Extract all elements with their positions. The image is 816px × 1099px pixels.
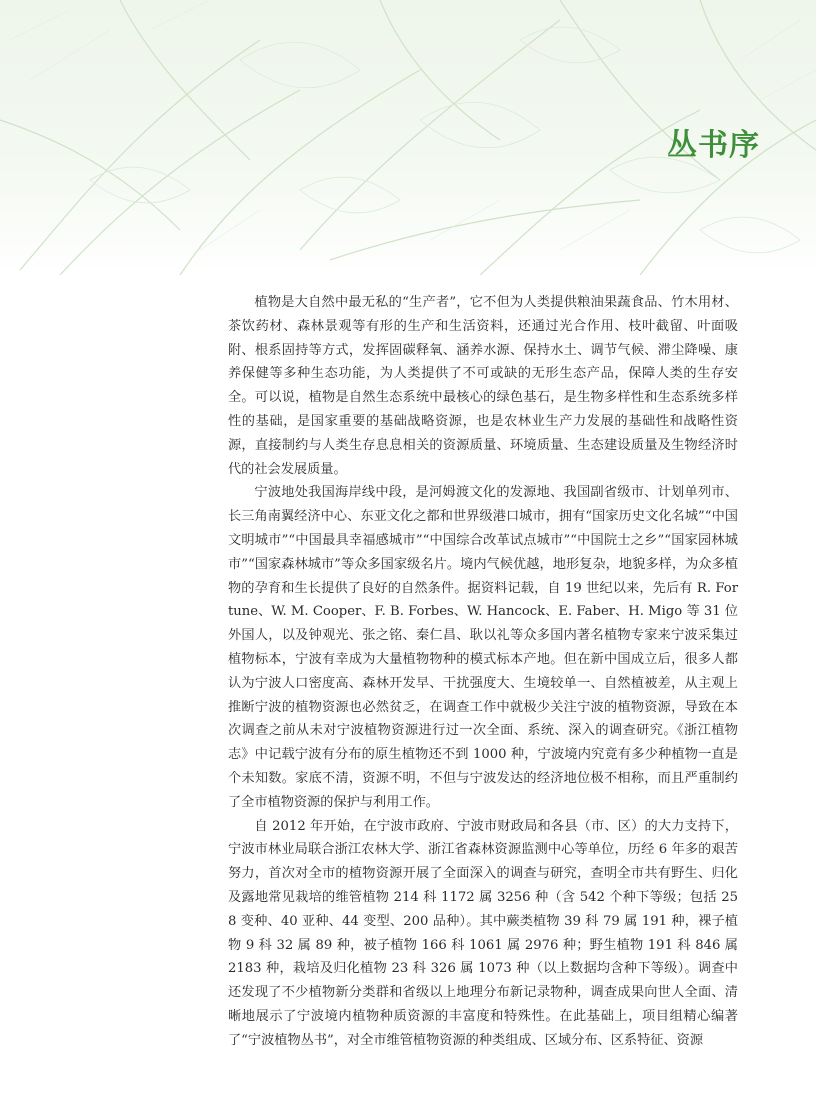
paragraph-3: 自 2012 年开始，在宁波市政府、宁波市财政局和各县（市、区）的大力支持下，宁波市林业局联合浙江农林大学、浙江省森林资源监测中心等单位，历经 6 年多的艰苦努力，首次对全市的植物资源开展了全面深入的调查与研究，查明全市共有野生、归化及露地常见栽培的维管植物 214 科 1172 属 3256 种（含 542 个种下等级；包括 258 变种、40 亚种、44 变型、200 品种）。其中蕨类植物 39 科 79 属 191 种，裸子植物 9 科 32 属 89 种，被子植物 166 科 1061 属 2976 种；野生植物 191 科 846 属 2183 种，栽培及归化植物 23 科 326 属 1073 种（以上数据均含种下等级）。调查中还发现了不少植物新分类群和省级以上地理分布新记录物种，调查成果向世人全面、清晰地展示了宁波境内植物种质资源的丰富度和特殊性。在此基础上，项目组精心编著了“宁波植物丛书”，对全市维管植物资源的种类组成、区域分布、区系特征、资源 — [228, 818, 738, 1048]
page-title: 丛书序 — [667, 128, 760, 163]
preface-body — [228, 291, 738, 1053]
paragraph-1: 植物是大自然中最无私的“生产者”，它不但为人类提供粮油果蔬食品、竹木用材、茶饮药材、森林景观等有形的生产和生活资料，还通过光合作用、枝叶截留、叶面吸附、根系固持等方式，发挥固碳释氧、涵养水源、保持水土、调节气候、滞尘降噪、康养保健等多种生态功能，为人类提供了不可或缺的无形生态产品，保障人类的生存安全。可以说，植物是自然生态系统中最核心的绿色基石，是生物多样性和生态系统多样性的基础，是国家重要的基础战略资源，也是农林业生产力发展的基础性和战略性资源，直接制约与人类生存息息相关的资源质量、环境质量、生态建设质量及生物经济时代的社会发展质量。 — [228, 295, 738, 477]
paragraph-2: 宁波地处我国海岸线中段，是河姆渡文化的发源地、我国副省级市、计划单列市、长三角南翼经济中心、东亚文化之都和世界级港口城市，拥有“国家历史文化名城”“中国文明城市”“中国最具幸福感城市”“中国综合改革试点城市”“中国院士之乡”“国家园林城市”“国家森林城市”等众多国家级名片。境内气候优越，地形复杂，地貌多样，为众多植物的孕育和生长提供了良好的自然条件。据资料记载，自 19 世纪以来，先后有 R. Fortune、W. M. Cooper、F. B. Forbes、W. Hancock、E. Faber、H. Migo 等 31 位外国人，以及钟观光、张之铭、秦仁昌、耿以礼等众多国内著名植物专家来宁波采集过植物标本，宁波有幸成为大量植物物种的模式标本产地。但在新中国成立后，很多人都认为宁波人口密度高、森林开发早、干扰强度大、生境较单一、自然植被差，从主观上推断宁波的植物资源也必然贫乏，在调查工作中就极少关注宁波的植物资源，导致在本次调查之前从未对宁波植物资源进行过一次全面、系统、深入的调查研究。《浙江植物志》中记载宁波有分布的原生植物还不到 1000 种，宁波境内究竟有多少种植物一直是个未知数。家底不清，资源不明，不但与宁波发达的经济地位极不相称，而且严重制约了全市植物资源的保护与利用工作。 — [228, 485, 738, 810]
